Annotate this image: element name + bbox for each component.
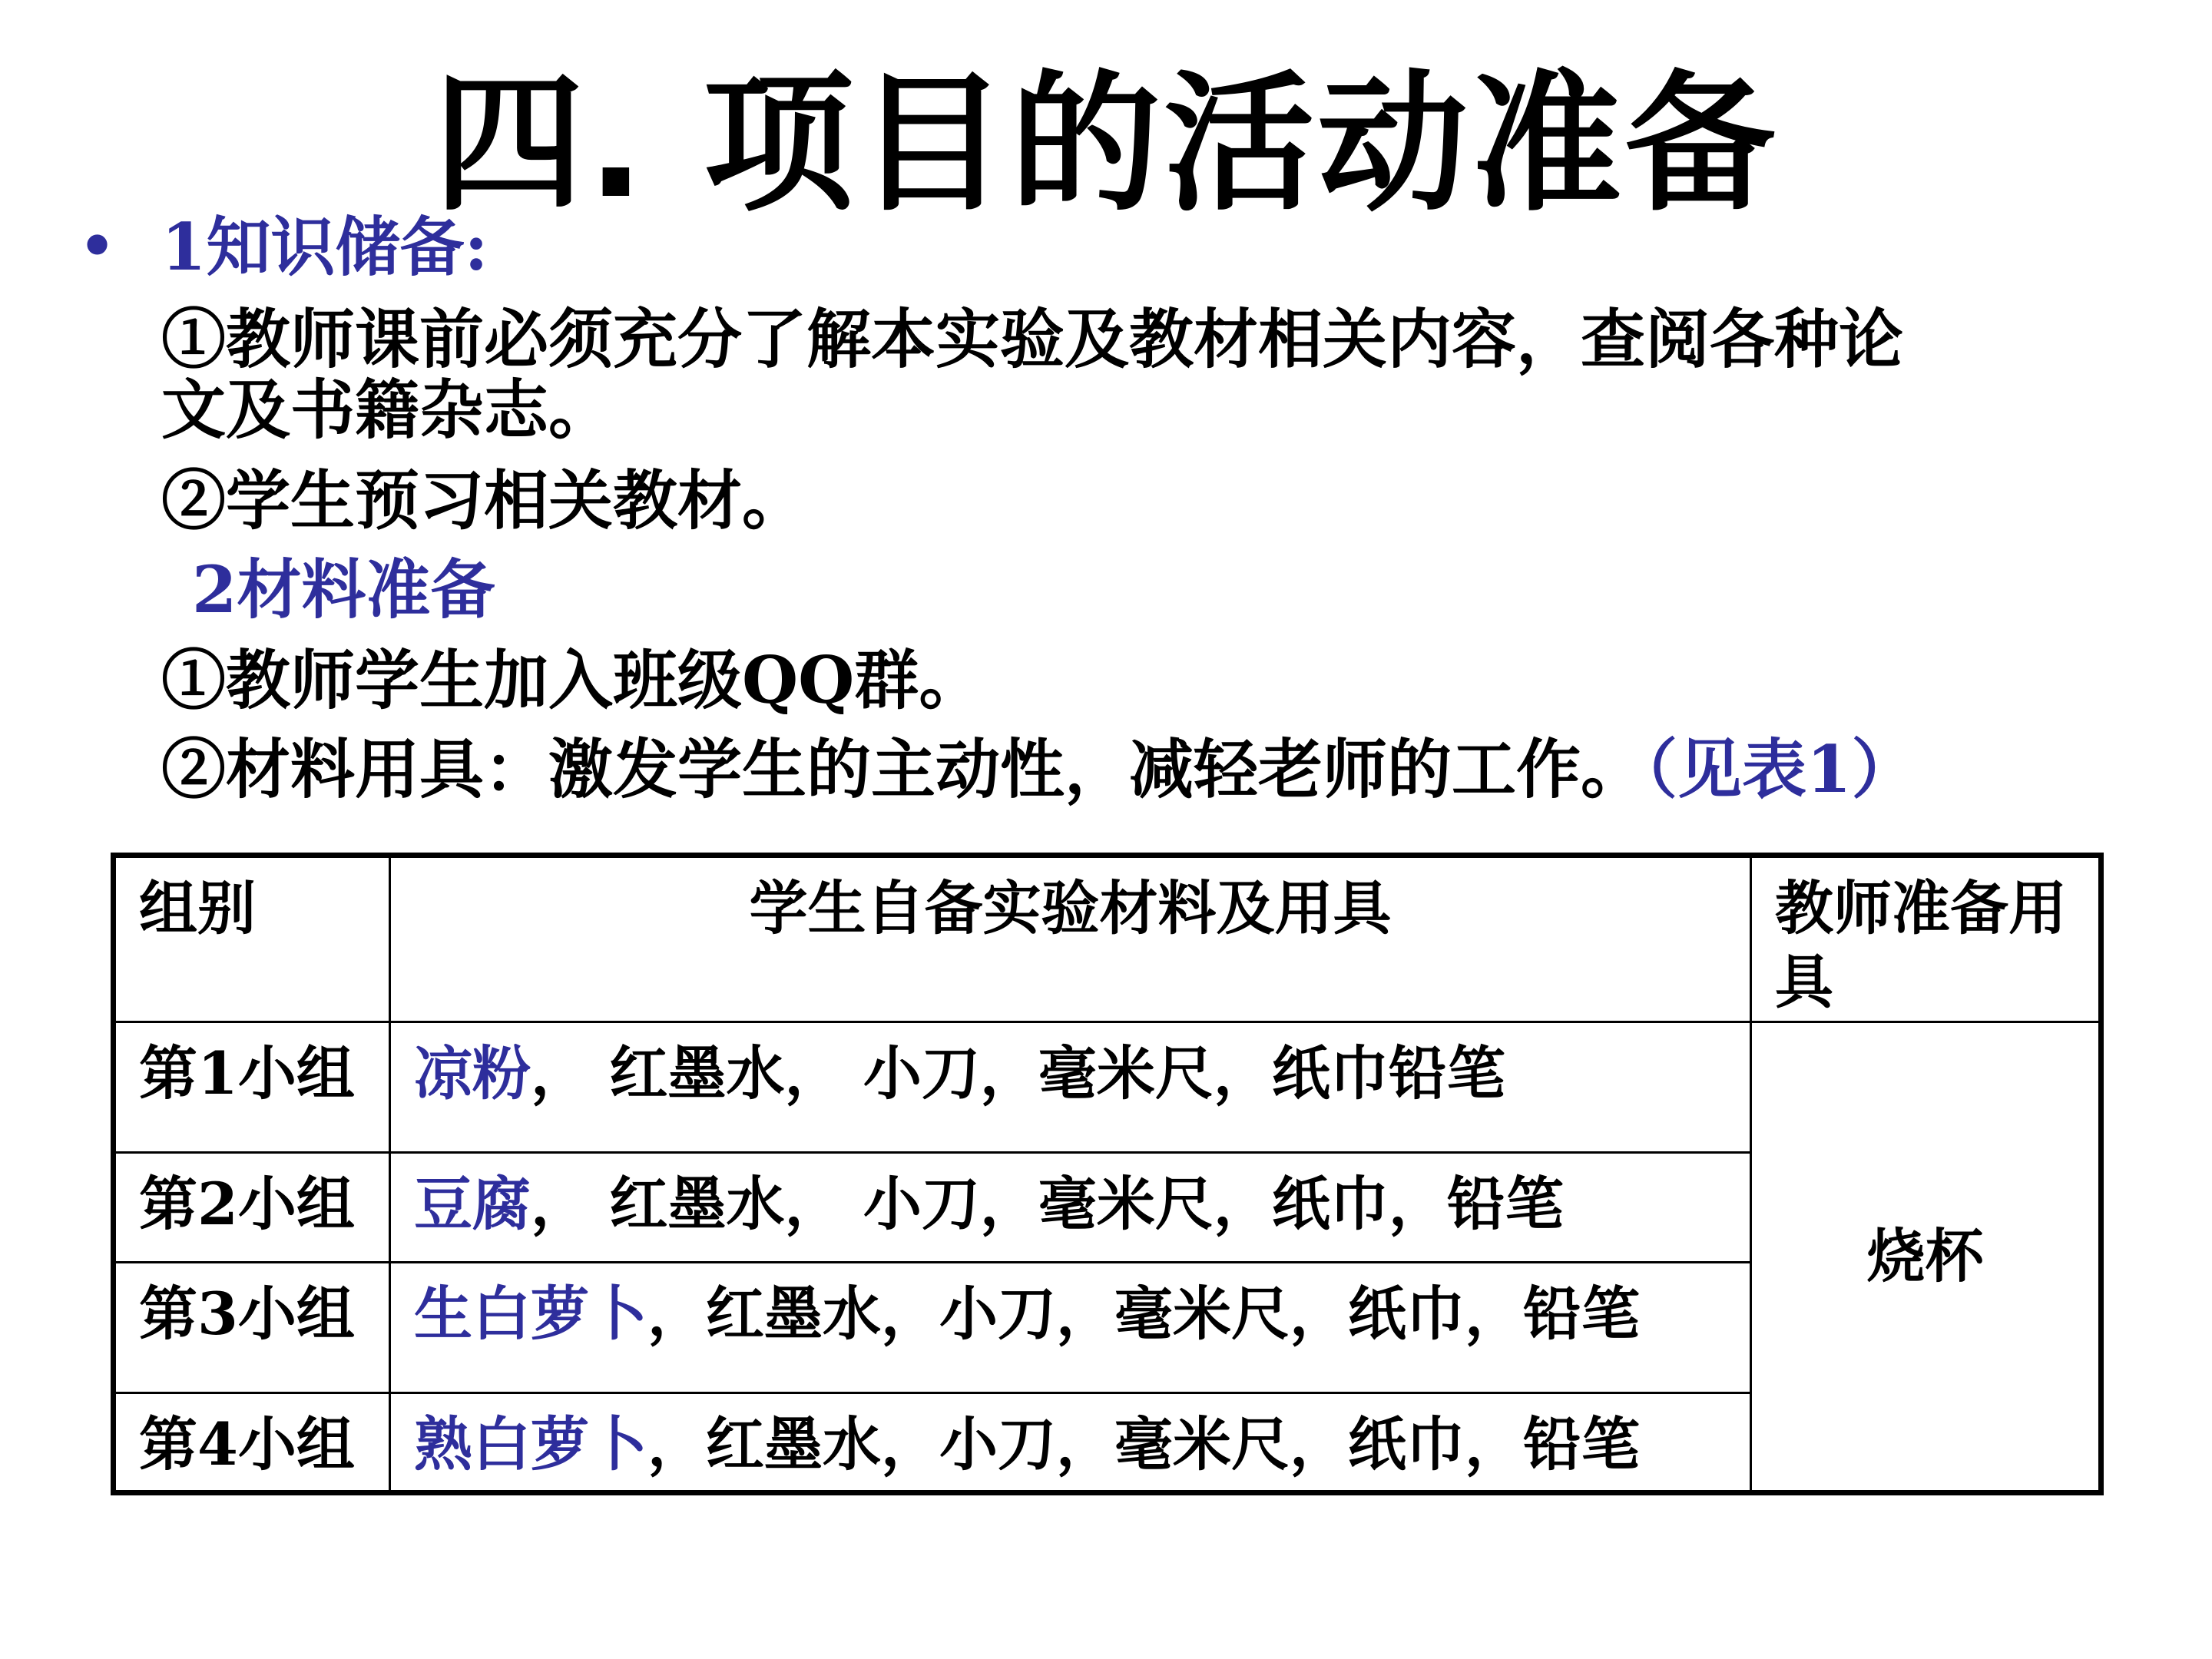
materials-item-1: ①教师学生加入班级QQ群。: [161, 642, 984, 718]
group-cell: 第2小组: [114, 1153, 390, 1263]
materials-cell: [390, 1393, 1751, 1493]
materials-cell: [390, 1022, 1751, 1153]
knowledge-heading: 1知识储备:: [161, 209, 488, 285]
teacher-tool-cell: 烧杯: [1751, 1022, 2101, 1493]
other-materials: ，红墨水，小刀，毫米尺，纸巾，铅笔: [647, 1410, 1640, 1479]
header-teacher-tools: 教师准备用具: [1751, 856, 2101, 1022]
header-group: 组别: [114, 856, 390, 1022]
other-materials: ， 红墨水， 小刀，毫米尺，纸巾，铅笔: [531, 1170, 1564, 1238]
other-materials: ， 红墨水， 小刀，毫米尺，纸巾铅笔: [531, 1039, 1505, 1108]
materials-table: [111, 853, 2104, 1495]
other-materials: ，红墨水，小刀，毫米尺，纸巾，铅笔: [647, 1280, 1640, 1348]
table-row: [114, 1022, 2101, 1153]
header-student-materials: 学生自备实验材料及用具: [390, 856, 1751, 1022]
materials-cell: [390, 1263, 1751, 1393]
materials-cell: [390, 1153, 1751, 1263]
table-header-row: [114, 856, 2101, 1022]
group-cell: 第1小组: [114, 1022, 390, 1153]
main-material: 豆腐: [414, 1170, 531, 1238]
group-cell: 第3小组: [114, 1263, 390, 1393]
knowledge-item-2: ②学生预习相关教材。: [161, 462, 807, 538]
main-material: 生白萝卜: [414, 1280, 647, 1348]
materials-item-2: [161, 731, 1916, 808]
knowledge-item-1-line-2: 文及书籍杂志。: [161, 372, 614, 448]
knowledge-item-1-line-1: ①教师课前必须充分了解本实验及教材相关内容，查阅各种论: [161, 301, 1904, 377]
page-title: 四. 项目的活动准备: [433, 57, 1779, 232]
main-material: 熟白萝卜: [414, 1410, 647, 1479]
main-material: 凉粉: [414, 1039, 531, 1108]
table-reference: （见表1）: [1645, 731, 1916, 807]
materials-heading: 2材料准备: [192, 551, 495, 628]
bullet-icon: •: [77, 207, 118, 287]
materials-item-2-text: ②材料用具：激发学生的主动性，减轻老师的工作。: [161, 731, 1646, 807]
group-cell: 第4小组: [114, 1393, 390, 1493]
